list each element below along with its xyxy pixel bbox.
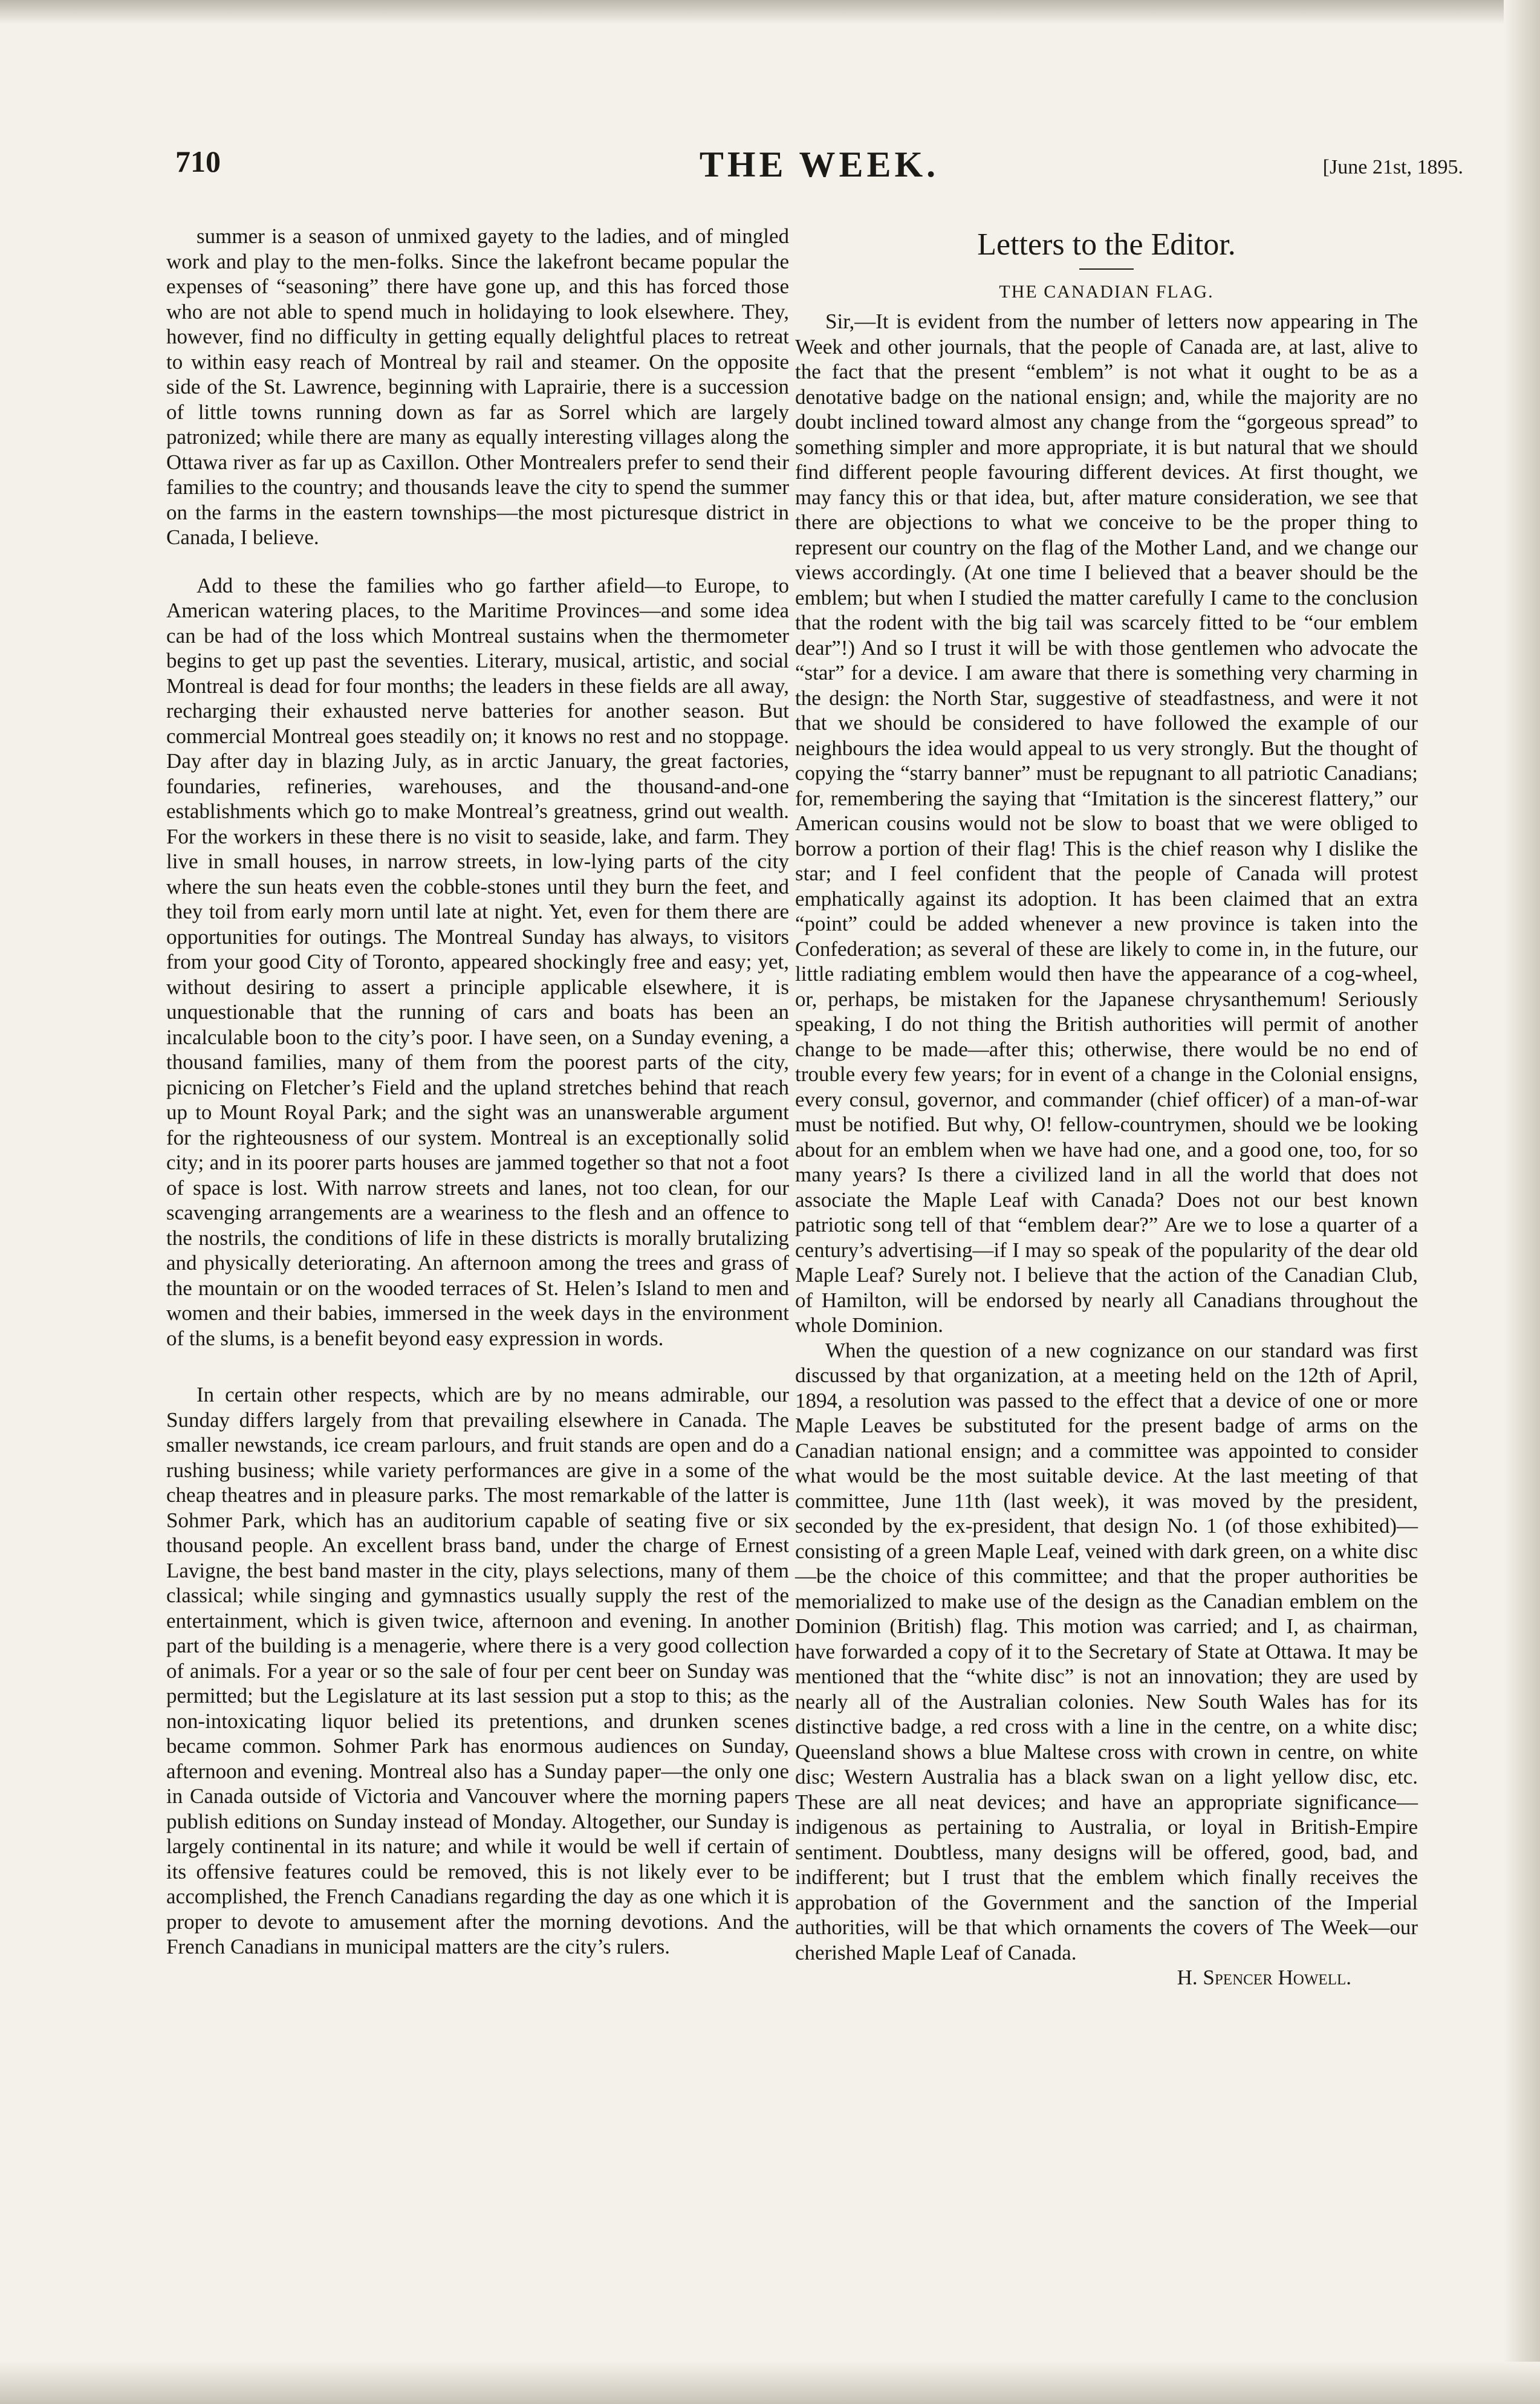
letter-title: THE CANADIAN FLAG.	[999, 281, 1214, 302]
page-number: 710	[175, 145, 221, 178]
letter-paragraph: When the question of a new cognizance on our standard was first discussed by that organization, at a meeting held on the 12th of April, 1894, a resolution was passed to the effect that a device of one or more Maple Leaves be substituted for the present badge of arms on the Canadian national ensign; and a committee was appointed to consider what would be the most suitable device. At the last meeting of that committee, June 11th (last week), it was moved by the president, seconded by the ex-president, that design No. 1 (of those exhibited)—consisting of a green Maple Leaf, veined with dark green, on a white disc—be the choice of this committee; and that the proper authorities be memorialized to make use of the design as the Canadian emblem on the Dominion (British) flag. This motion was carried; and I, as chairman, have forwarded a copy of it to the Secretary of State at Ottawa. It may be mentioned that the “white disc” is not an innovation; they are used by nearly all of the Australian colonies. New South Wales has for its distinctive badge, a red cross with a line in the centre, on a white disc; Queensland shows a blue Maltese cross with crown in centre, on white disc; Western Australia has a black swan on a light yellow disc, etc. These are all neat devices; and have an appropriate significance—indigenous as pertaining to Australia, or loyal in British-Empire sentiment. Doubtless, many designs will be offered, good, bad, and indifferent; but I trust that the emblem which finally receives the approbation of the Government and the sanction of the Imperial authorities, will be that which ornaments the covers of The Week—our cherished Maple Leaf of Canada.	[795, 1338, 1418, 1964]
page-edge-bottom	[0, 2362, 1540, 2404]
article-paragraph: In certain other respects, which are by no means admirable, our Sunday differs largely from that prevailing elsewhere in Canada. The smaller newstands, ice cream parlours, and fruit stands are open and do a rushing business; while variety performances are give in a some of the cheap theatres and in pleasure parks. The most remarkable of the latter is Sohmer Park, which has an auditorium capable of seating five or six thousand people. An excellent brass band, under the charge of Ernest Lavigne, the best band master in the city, plays selections, many of them classical; while singing and gymnastics usually supply the rest of the entertainment, which is given twice, afternoon and evening. In another part of the building is a menagerie, where there is a very good collection of animals. For a year or so the sale of four per cent beer on Sunday was permitted; but the Legislature at its last session put a stop to this; as the non-intoxicating liquor belied its pretentions, and drunken scenes became common. Sohmer Park has enormous audiences on Sunday, afternoon and evening. Montreal also has a Sunday paper—the only one in Canada outside of Victoria and Vancouver where the morning papers publish editions on Sunday instead of Monday. Altogether, our Sunday is largely continental in its nature; and while it would be well if certain of its offensive features could be removed, this is not likely ever to be accomplished, the French Canadians regarding the day as one which it is proper to devote to amusement after the morning devotions. And the French Canadians in municipal matters are the city’s rulers.	[166, 1383, 789, 1958]
article-paragraph: Add to these the families who go farther afield—to Europe, to American watering places, to the Maritime Provinces—and some idea can be had of the loss which Montreal sustains when the thermometer begins to get up past the seventies. Literary, musical, artistic, and social Montreal is dead for four months; the leaders in these fields are all away, recharging their exhausted nerve batteries for another season. But commercial Montreal goes steadily on; it knows no rest and no stoppage. Day after day in blazing July, as in arctic January, the great factories, foundaries, refineries, warehouses, and the thousand-and-one establishments which go to make Montreal’s greatness, grind out wealth. For the workers in these there is no visit to seaside, lake, and farm. They live in small houses, in narrow streets, in low-lying parts of the city where the sun heats even the cobble-stones until they burn the feet, and they toil from early morn until late at night. Yet, even for them there are opportunities for outings. The Montreal Sunday has always, to visitors from your good City of Toronto, appeared shockingly free and easy; yet, without desiring to assert a principle applicable elsewhere, it is unquestionable that the running of cars and boats has been an incalculable boon to the city’s poor. I have seen, on a Sunday evening, a thousand families, many of them from the poorest parts of the city, picnicing on Fletcher’s Field and the upland stretches behind that reach up to Mount Royal Park; and the sight was an unanswerable argument for the righteousness of our system. Montreal is an exceptionally solid city; and in its poorer parts houses are jammed together so that not a foot of space is lost. With narrow streets and lanes, not too clean, for our scavenging arrangements are a weariness to the flesh and an offence to the nostrils, the conditions of life in these districts is morally brutalizing and physically deteriorating. An afternoon among the trees and grass of the mountain or on the wooded terraces of St. Helen’s Island to men and women and their babies, immersed in the week days in the environment of the slums, is a benefit beyond easy expression in words.	[166, 573, 789, 1350]
letter-signature: H. Spencer Howell.	[1177, 1966, 1351, 1989]
issue-date: [June 21st, 1895.	[1322, 156, 1463, 178]
left-column	[166, 224, 789, 1960]
section-title: Letters to the Editor.	[977, 227, 1236, 262]
section-divider	[1079, 268, 1134, 270]
page-edge-right	[1504, 0, 1540, 2404]
page-header	[175, 144, 1463, 198]
letter-paragraph: Sir,—It is evident from the number of letters now appearing in The Week and other journals, that the people of Canada are, at last, alive to the fact that the present “emblem” is not what it ought to be as a denotative badge on the national ensign; and, while the majority are no doubt inclined toward almost any change from the “gorgeous spread” to something simpler and more appropriate, it is but natural that we should find different people favouring different devices. At first thought, we may fancy this or that idea, but, after mature consideration, we see that there are objections to what we conceive to be the proper thing to represent our country on the flag of the Mother Land, and we change our views accordingly. (At one time I believed that a beaver should be the emblem; but when I studied the matter carefully I came to the conclusion that the rodent with the big tail was scarcely fitted to be “our emblem dear”!) And so I trust it will be with those gentlemen who advocate the “star” for a device. I am aware that there is something very charming in the design: the North Star, suggestive of steadfastness, and were it not that we should be considered to have followed the example of our neighbours the idea would appeal to us very strongly. But the thought of copying the “starry banner” must be repugnant to all patriotic Canadians; for, remembering the saying that “Imitation is the sincerest flattery,” our American cousins would not be slow to boast that we were obliged to borrow a portion of their flag! This is the chief reason why I dislike the star; and I feel confident that the people of Canada will protest emphatically against its adoption. It has been claimed that an extra “point” could be added whenever a new province is taken into the Confederation; as several of these are likely to come in, in the future, our little radiating emblem would then have the appearance of a cog-wheel, or, perhaps, be mistaken for the Japanese chrysanthemum! Seriously speaking, I do not thing the British authorities will permit of another change to be made—after this; otherwise, there would be no end of trouble every few years; for in event of a change in the Colonial ensigns, every consul, governor, and commander (chief officer) of a man-of-war must be notified. But why, O! fellow-countrymen, should we be looking about for an emblem when we have had one, and a good one, too, for so many years? Is there a civilized land in all the world that does not associate the Maple Leaf with Canada? Does not our best known patriotic song tell of that “emblem dear?” Are we to lose a quarter of a century’s advertising—if I may so speak of the popularity of the dear old Maple Leaf? Surely not. I believe that the action of the Canadian Club, of Hamilton, will be endorsed by nearly all Canadians throughout the whole Dominion.	[795, 310, 1418, 1337]
article-paragraph: summer is a season of unmixed gayety to the ladies, and of mingled work and play to the men-folks. Since the lakefront became popular the expenses of “seasoning” there have gone up, and this has forced those who are not able to spend much in holidaying to look elsewhere. They, however, find no difficulty in getting equally delightful places to retreat to within easy reach of Montreal by rail and steamer. On the opposite side of the St. Lawrence, beginning with Laprairie, there is a succession of little towns running down as far as Sorrel which are largely patronized; while there are many as equally interesting villages along the Ottawa river as far up as Caxillon. Other Montrealers prefer to send their families to the country; and thousands leave the city to spend the summer on the farms in the eastern townships—the most picturesque district in Canada, I believe.	[166, 224, 789, 549]
right-column	[795, 224, 1418, 1990]
page-edge-top	[0, 0, 1540, 24]
masthead: THE WEEK.	[699, 145, 940, 184]
